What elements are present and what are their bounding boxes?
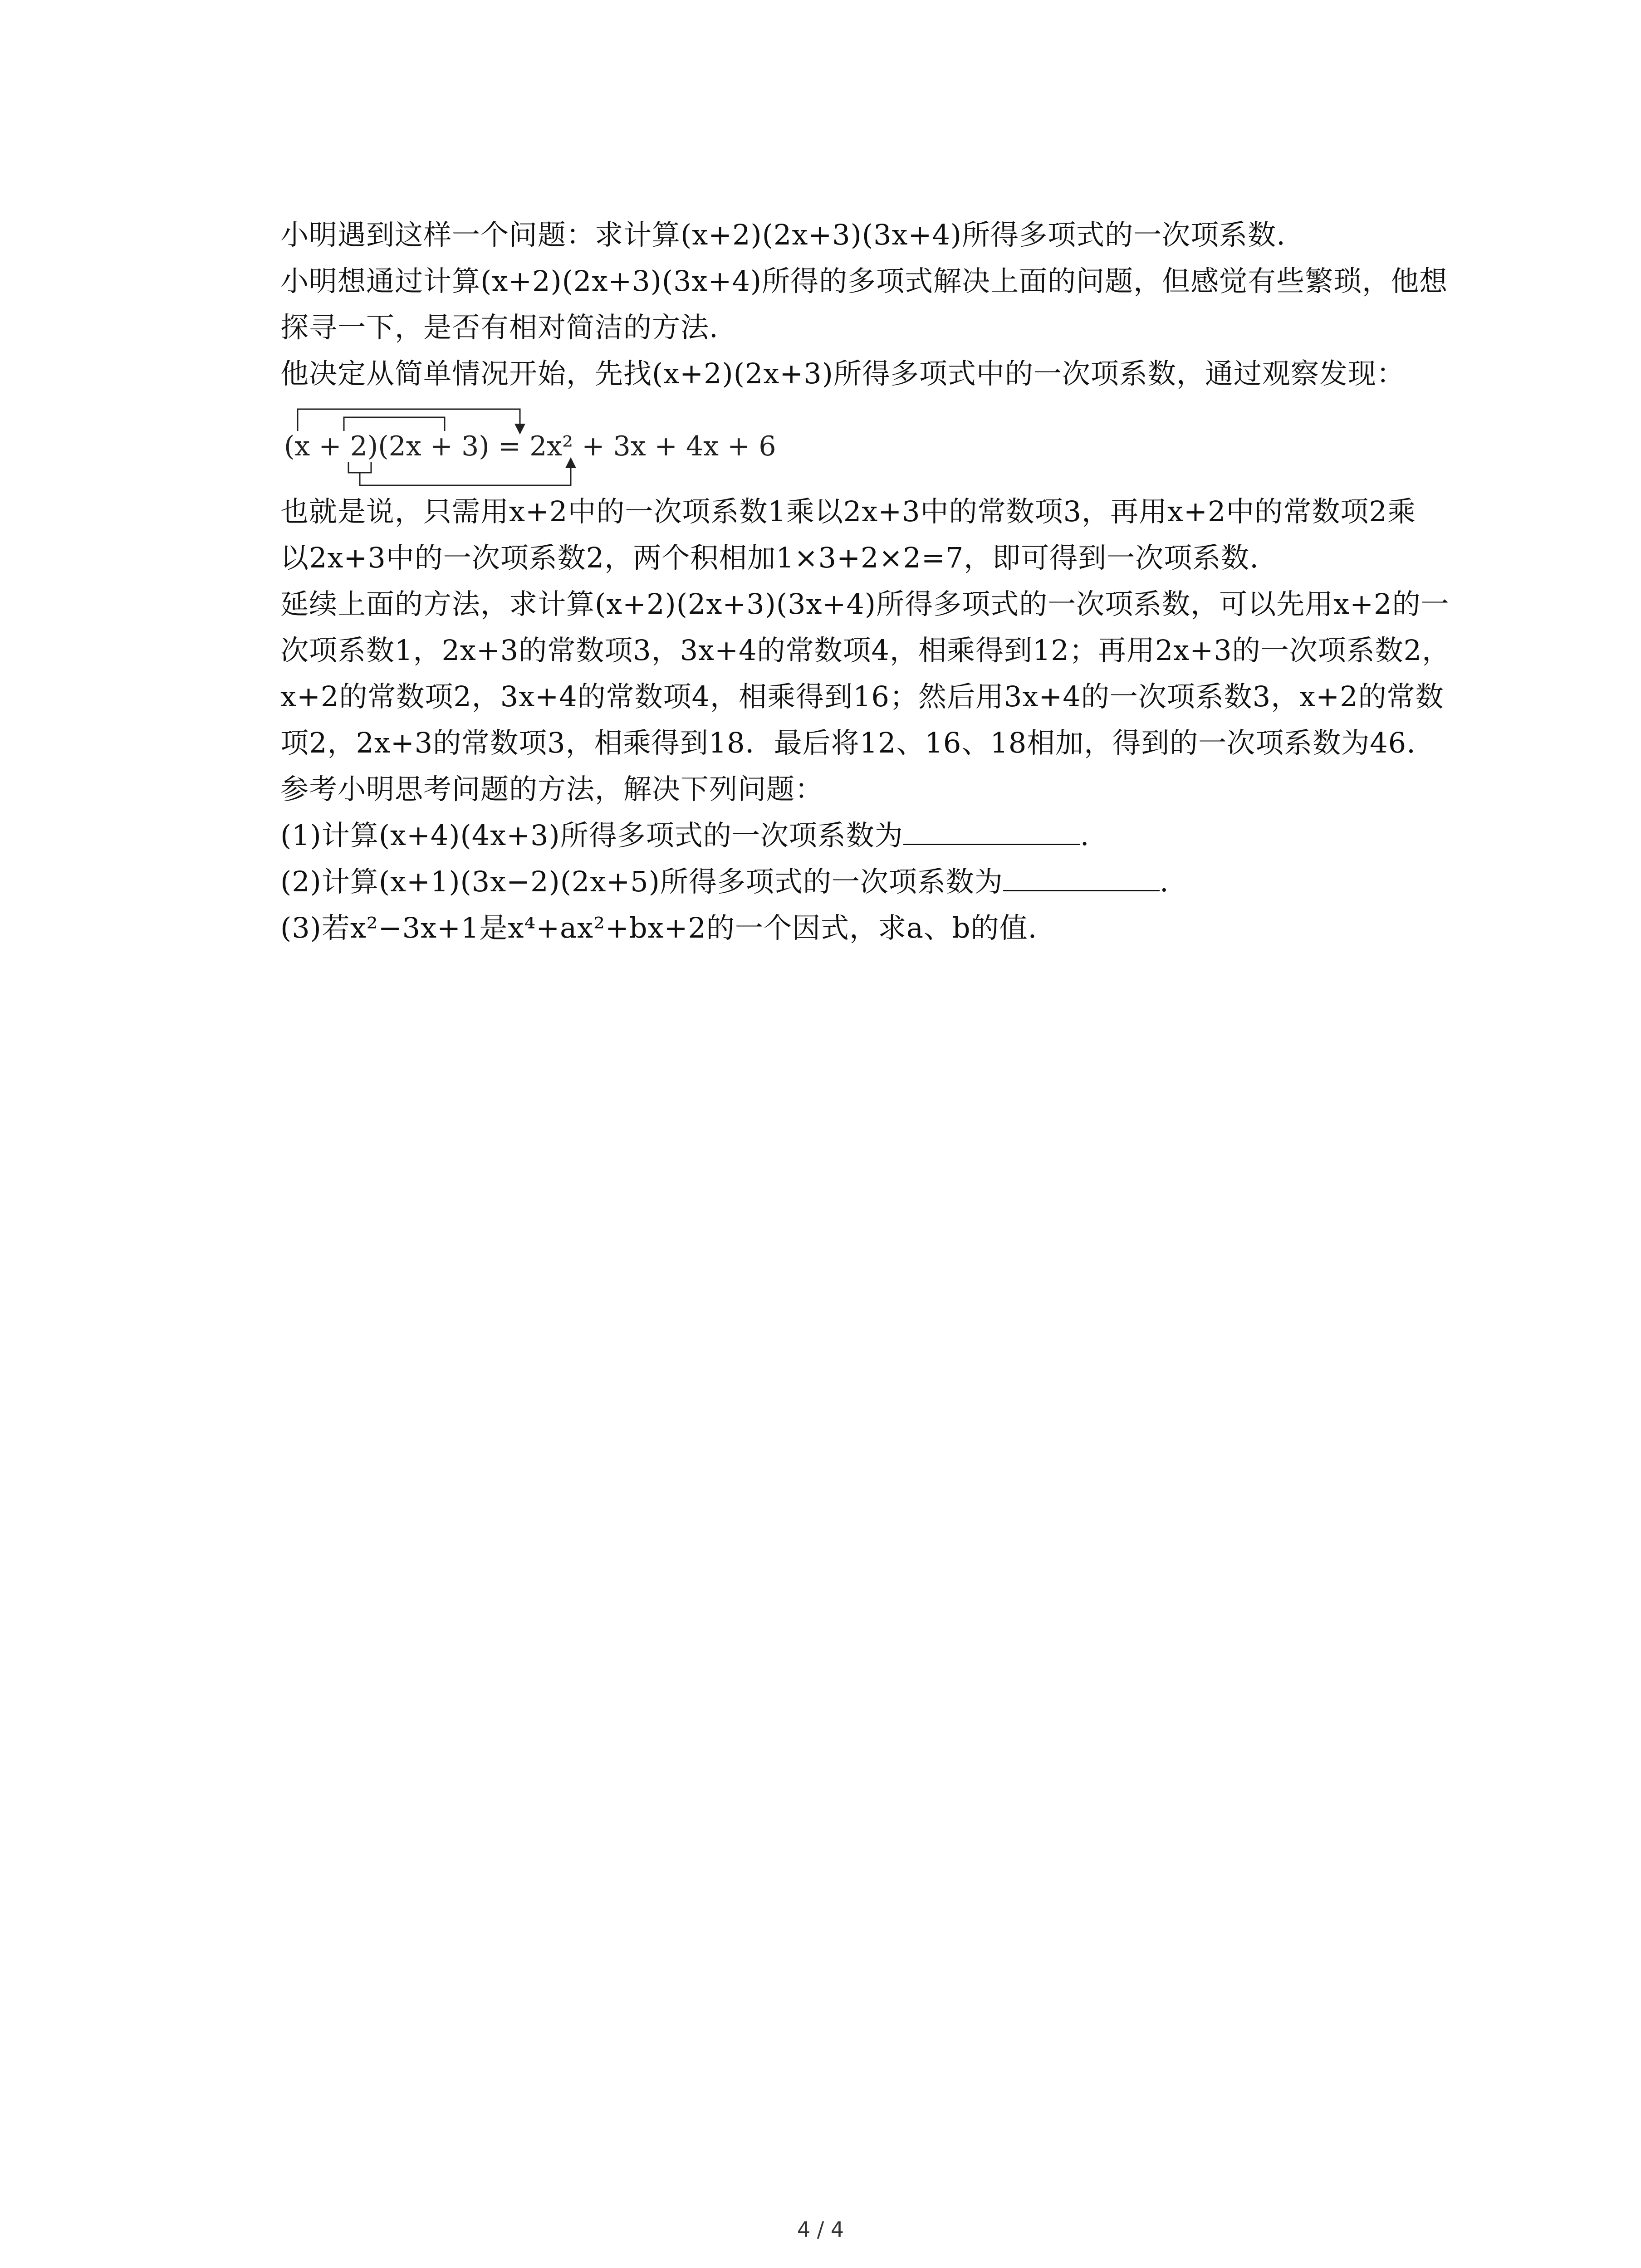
paragraph-line-9: x+2的常数项2，3x+4的常数项4，相乘得到16；然后用3x+4的一次项系数3，x+2的常数	[280, 680, 1444, 713]
upper-bracket-arrow	[298, 409, 520, 431]
upper-bracket-inner	[344, 417, 445, 431]
lower-bracket-inner	[348, 462, 371, 473]
question-1	[280, 814, 1089, 857]
paragraph-line-3: 探寻一下，是否有相对简洁的方法.	[280, 311, 719, 344]
paragraph-line-11: 参考小明思考问题的方法，解决下列问题：	[280, 772, 824, 806]
question-1-text: (1)计算(x+4)(4x+3)所得多项式的一次项系数为	[280, 819, 903, 852]
paragraph-line-6: 以2x+3中的一次项系数2，两个积相加1×3+2×2=7，即可得到一次项系数.	[280, 541, 1259, 574]
lower-bracket-arrow	[360, 467, 571, 485]
question-2-end: .	[1159, 865, 1169, 898]
paragraph-line-4: 他决定从简单情况开始，先找(x+2)(2x+3)所得多项式中的一次项系数，通过观察发现：	[280, 357, 1405, 390]
coefficient-diagram	[280, 399, 776, 499]
page-number: 4 / 4	[797, 2217, 844, 2242]
answer-blank-1[interactable]	[903, 816, 1080, 845]
paragraph-line-8: 次项系数1，2x+3的常数项3，3x+4的常数项4，相乘得到12；再用2x+3的一次项系数2，	[280, 634, 1451, 667]
question-2-text: (2)计算(x+1)(3x−2)(2x+5)所得多项式的一次项系数为	[280, 865, 1003, 898]
paragraph-line-1: 小明遇到这样一个问题：求计算(x+2)(2x+3)(3x+4)所得多项式的一次项系数.	[280, 218, 1286, 251]
paragraph-line-10: 项2，2x+3的常数项3，相乘得到18．最后将12、16、18相加，得到的一次项系数为46.	[280, 726, 1416, 759]
question-2	[280, 860, 1169, 904]
diagram-formula: (x + 2)(2x + 3) = 2x² + 3x + 4x + 6	[284, 430, 776, 462]
question-1-end: .	[1080, 819, 1090, 852]
paragraph-line-5: 也就是说，只需用x+2中的一次项系数1乘以2x+3中的常数项3，再用x+2中的常数项2乘	[280, 495, 1416, 528]
paragraph-line-7: 延续上面的方法，求计算(x+2)(2x+3)(3x+4)所得多项式的一次项系数，可以先用x+2的一	[280, 587, 1450, 621]
question-3: (3)若x²−3x+1是x⁴+ax²+bx+2的一个因式，求a、b的值.	[280, 911, 1038, 944]
answer-blank-2[interactable]	[1003, 863, 1160, 891]
paragraph-line-2: 小明想通过计算(x+2)(2x+3)(3x+4)所得的多项式解决上面的问题，但感觉有些繁琐，他想	[280, 264, 1448, 298]
